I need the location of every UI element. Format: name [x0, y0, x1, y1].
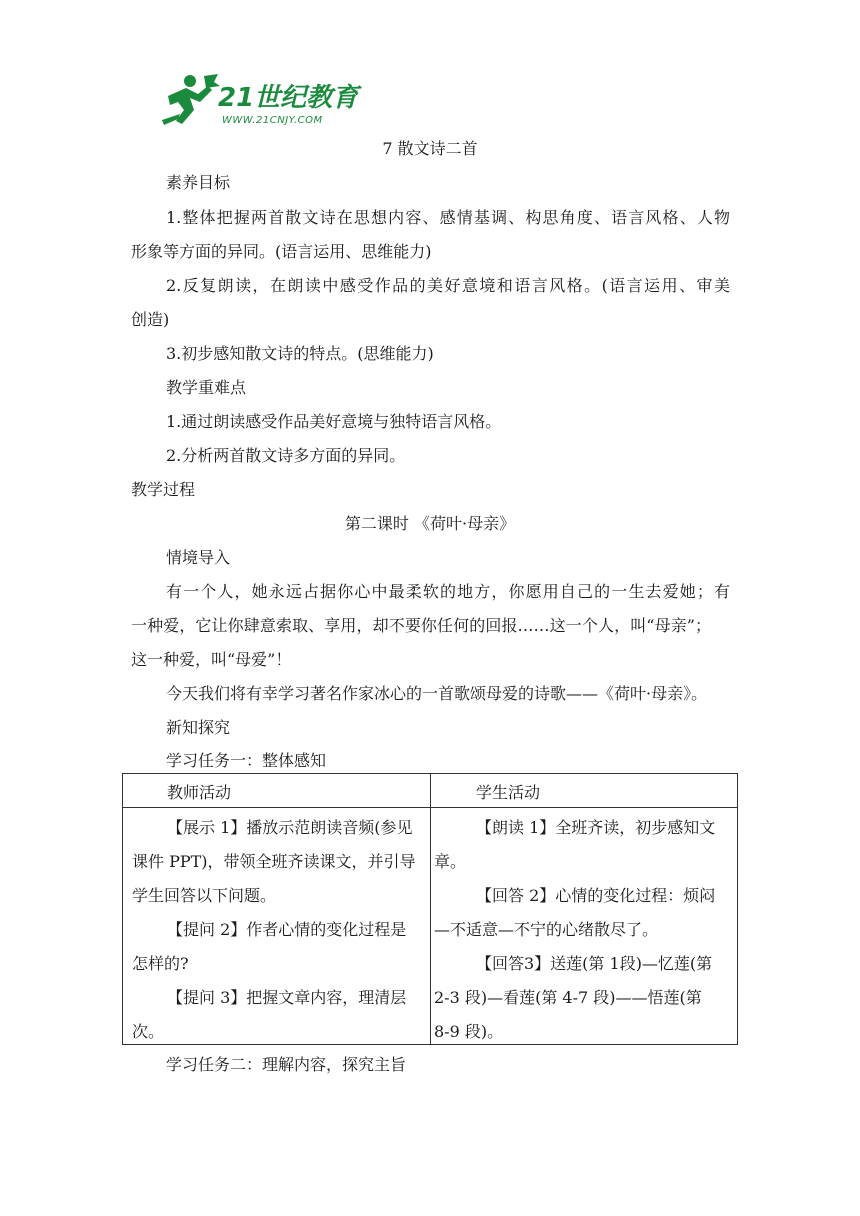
- lesson-title: 第二课时 《荷叶·母亲》: [344, 514, 516, 533]
- goal-2-line-2: 创造): [131, 310, 170, 329]
- svg-text:WWW.21CNJY.COM: WWW.21CNJY.COM: [222, 115, 323, 126]
- header-student: 学生活动: [476, 783, 541, 802]
- process-heading: 教学过程: [131, 480, 196, 499]
- header-student-cell: [431, 774, 738, 808]
- intro-line-2: 一种爱，它让你肆意索取、享用，却不要你任何的回报……这一个人，叫“母亲”；: [131, 616, 711, 635]
- runner-logo-icon: [160, 72, 370, 128]
- header-teacher: 教师活动: [167, 783, 232, 802]
- goal-3: 3.初步感知散文诗的特点。(思维能力): [166, 344, 434, 363]
- task-2-heading: 学习任务二：理解内容，探究主旨: [166, 1055, 407, 1074]
- teacher-line: 【提问 3】把握文章内容，理清层: [167, 988, 407, 1007]
- teacher-line: 【展示 1】播放示范朗读音频(参见: [167, 818, 413, 837]
- activity-table: [122, 773, 738, 1045]
- student-line: —不适意—不宁的心绪散尽了。: [434, 920, 659, 939]
- student-line: 2-3 段)—看莲(第 4-7 段)——悟莲(第: [434, 988, 702, 1007]
- student-line: 【回答3】送莲(第 1段)—忆莲(第: [476, 954, 713, 973]
- intro-heading: 情境导入: [166, 548, 231, 567]
- goals-heading: 素养目标: [166, 173, 231, 192]
- key-point-1: 1.通过朗读感受作品美好意境与独特语言风格。: [166, 412, 502, 431]
- intro-line-4: 今天我们将有幸学习著名作家冰心的一首歌颂母爱的诗歌——《荷叶·母亲》。: [166, 684, 708, 703]
- student-activity-cell: [431, 808, 738, 1045]
- key-heading: 教学重难点: [166, 378, 247, 397]
- student-line: 章。: [434, 852, 467, 871]
- key-point-2: 2.分析两首散文诗多方面的异同。: [166, 446, 406, 465]
- teacher-line: 怎样的?: [132, 954, 189, 973]
- task-1-heading: 学习任务一：整体感知: [166, 751, 327, 770]
- page-title: 7 散文诗二首: [382, 139, 478, 158]
- site-logo: [160, 72, 370, 128]
- explore-heading: 新知探究: [166, 718, 231, 737]
- header-teacher-cell: [123, 774, 431, 808]
- goal-1-line-1: 1.整体把握两首散文诗在思想内容、感情基调、构思角度、语言风格、人物: [166, 208, 730, 227]
- teacher-line: 次。: [132, 1022, 165, 1041]
- student-line: 8-9 段)。: [434, 1022, 504, 1041]
- svg-text:21世纪教育: 21世纪教育: [218, 83, 359, 113]
- intro-line-1: 有一个人，她永远占据你心中最柔软的地方，你愿用自己的一生去爱她；有: [166, 582, 730, 601]
- student-line: 【回答 2】心情的变化过程：烦闷: [476, 886, 716, 905]
- teacher-activity-cell: [123, 808, 431, 1045]
- goal-1-line-2: 形象等方面的异同。(语言运用、思维能力): [131, 242, 432, 261]
- intro-line-3: 这一种爱，叫“母爱”！: [131, 650, 292, 669]
- teacher-line: 【提问 2】作者心情的变化过程是: [167, 920, 407, 939]
- teacher-line: 学生回答以下问题。: [132, 886, 277, 905]
- goal-2-line-1: 2.反复朗读，在朗读中感受作品的美好意境和语言风格。(语言运用、审美: [166, 276, 730, 295]
- teacher-line: 课件 PPT)，带领全班齐读课文，并引导: [132, 852, 416, 871]
- student-line: 【朗读 1】全班齐读，初步感知文: [476, 818, 716, 837]
